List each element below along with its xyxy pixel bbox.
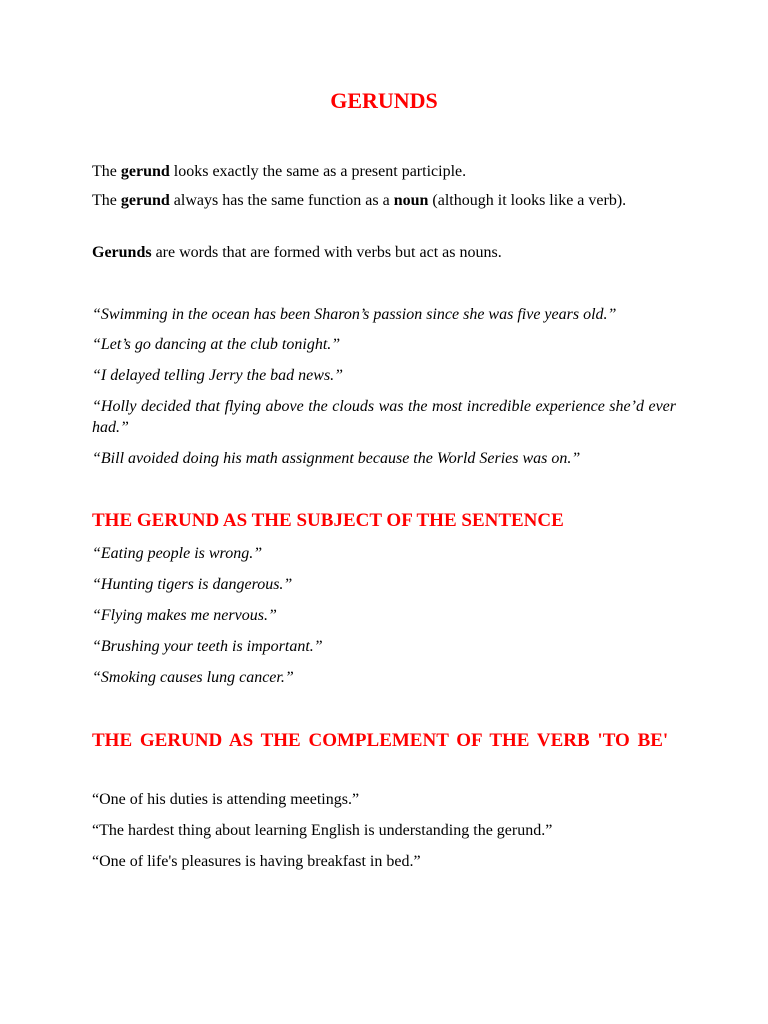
intro-text: always has the same function as a xyxy=(169,192,394,209)
section-heading-subject: THE GERUND AS THE SUBJECT OF THE SENTENCE xyxy=(92,510,564,531)
intro-keyword: gerund xyxy=(120,163,170,180)
subject-example: “Eating people is wrong.” xyxy=(92,545,263,562)
subject-example: “Flying makes me nervous.” xyxy=(92,607,277,624)
example-sentence: “Holly decided that flying above the clouds was the most incredible experience she’d ever had.” xyxy=(92,398,676,436)
intro-keyword: noun xyxy=(393,192,429,209)
subject-example: “Brushing your teeth is important.” xyxy=(92,638,323,655)
subject-example: “Smoking causes lung cancer.” xyxy=(92,669,294,686)
intro-text: The xyxy=(92,163,121,180)
intro-paragraph xyxy=(92,161,676,182)
intro-text: looks exactly the same as a present participle. xyxy=(169,163,467,180)
section-heading-complement: THE GERUND AS THE COMPLEMENT OF THE VERB 'TO BE' xyxy=(92,730,669,751)
example-sentence: “Let’s go dancing at the club tonight.” xyxy=(92,336,341,353)
intro-keyword: gerund xyxy=(120,192,170,209)
complement-example: “One of his duties is attending meetings.” xyxy=(92,791,360,808)
intro-text: The xyxy=(92,192,121,209)
example-sentence: “Bill avoided doing his math assignment because the World Series was on.” xyxy=(92,450,581,467)
intro-keyword: Gerunds xyxy=(92,244,152,261)
intro-text: (although it looks like a verb). xyxy=(428,192,627,209)
complement-example: “The hardest thing about learning English is understanding the gerund.” xyxy=(92,822,553,839)
complement-example: “One of life's pleasures is having breakfast in bed.” xyxy=(92,853,421,870)
intro-text: are words that are formed with verbs but act as nouns. xyxy=(151,244,502,261)
subject-example: “Hunting tigers is dangerous.” xyxy=(92,576,293,593)
page-title: GERUNDS xyxy=(330,88,438,113)
example-sentence: “Swimming in the ocean has been Sharon’s passion since she was five years old.” xyxy=(92,306,617,323)
intro-paragraph xyxy=(92,190,676,211)
example-sentence: “I delayed telling Jerry the bad news.” xyxy=(92,367,344,384)
intro-paragraph xyxy=(92,242,676,263)
